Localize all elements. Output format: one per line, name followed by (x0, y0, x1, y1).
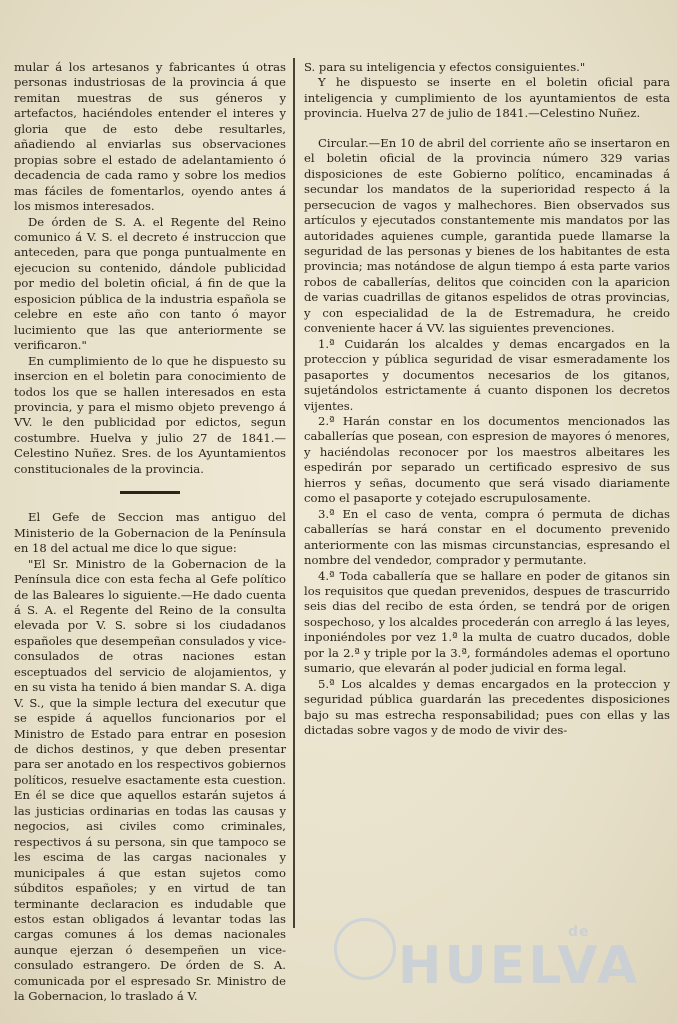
left-paragraph-1: mular á los artesanos y fabricantes ú otras personas industriosas de la provincia á que remitan muestras de sus géneros y artefactos, haciéndoles entender el interes y gloria que de esto debe resultarles, añadiendo al enviarlas sus observaciones propias sobre el estado de adelantamiento ó decadencia de cada ramo y sobre los medios mas fáciles de fomentarlos, oyendo antes á los mismos interesados. (14, 60, 286, 214)
right-paragraph-1: S. para su inteligencia y efectos consiguientes." (304, 60, 586, 74)
left-column (14, 60, 286, 1005)
watermark-name: HUELVA (398, 936, 641, 996)
section-separator (120, 491, 180, 494)
left-paragraph-3: En cumplimiento de lo que he dispuesto su insercion en el boletin para conocimiento de todos los que se hallen interesados en esta provincia, y para el mismo objeto prevengo á VV. le den publicidad por edictos, segun costumbre. Huelva y julio 27 de 1841.—Celestino Nuñez. Sres. de los Ayuntamientos constitucionales de la provincia. (14, 353, 286, 476)
article-3: 3.ª En el caso de venta, compra ó permuta de dichas caballerías se hará constar en el documento prevenido anteriormente con las mismas circunstancias, espresando el nombre del vendedor, comprador y permutante. (304, 506, 670, 568)
circular-paragraph: Circular.—En 10 de abril del corriente año se insertaron en el boletin oficial de la provincia número 329 varias disposiciones de este Gobierno político, encaminadas á secundar los mandatos de la superioridad respecto á la persecucion de vagos y malhechores. Bien observados sus artículos y ejecutados constantemente mis mandatos por las autoridades aquienes cumple, garantida puede llamarse la seguridad de las personas y bienes de los habitantes de esta provincia; mas notándose de algun tiempo á esta parte varios robos de caballerías, delitos que coinciden con la aparicion de varias cuadrillas de gitanos espelidos de otras provincias, y con especialidad de la de Estremadura, he creido conveniente hacer á VV. las siguientes prevenciones. (304, 135, 670, 336)
archive-seal-icon (334, 918, 396, 980)
left-paragraph-5: "El Sr. Ministro de la Gobernacion de la Península dice con esta fecha al Gefe político de las Baleares lo siguiente.—He dado cuenta á S. A. el Regente del Reino de la consulta elevada por V. S. sobre si los ciudadanos españoles que desempeñan consulados y vice-consulados de otras naciones estan esceptuados del servicio de alojamientos, y en su vista ha tenido á bien mandar S. A. diga V. S., que la simple lectura del executur que se espide á aquellos funcionarios por el Ministro de Estado para entrar en posesion de dichos destinos, y que deben presentar para ser anotado en los respectivos gobiernos políticos, resuelve esactamente esta cuestion. En él se dice que aquellos estarán sujetos á las justicias ordinarias en todas las causas y negocios, asi civiles como criminales, respectivos á su persona, sin que tampoco se les escima de las cargas nacionales y municipales á que estan sujetos como súbditos españoles; y en virtud de tan terminante declaracion es indudable que estos estan obligados á levantar todas las cargas comunes á los demas nacionales aunque ejerzan ó desempeñen un vice-consulado estrangero. De órden de S. A. comunicada por el espresado Sr. Ministro de la Gobernacion, lo traslado á V. (14, 556, 286, 1004)
article-5: 5.ª Los alcaldes y demas encargados en la proteccion y seguridad pública guardarán las precedentes disposiciones bajo su mas estrecha responsabilidad; pues con ellas y las dictadas sobre vagos y de modo de vivir des- (304, 676, 670, 738)
article-4: 4.ª Toda caballería que se hallare en poder de gitanos sin los requisitos que quedan prevenidos, despues de trascurrido seis dias del recibo de esta órden, se tendrá por de origen sospechoso, y los alcaldes procederán con arreglo á las leyes, inponiéndoles por vez 1.ª la multa de cuatro ducados, doble por la 2.ª y triple por la 3.ª, formándoles ademas el oportuno sumario, que elevarán al poder judicial en forma legal. (304, 568, 670, 676)
article-2: 2.ª Harán constar en los documentos mencionados las caballerías que posean, con espresion de mayores ó menores, y haciéndolas reconocer por los maestros albeitares les espedirán por separado un certificado espresivo de sus hierros y señas, documento que será visado diariamente como el pasaporte y cotejado escrupulosamente. (304, 413, 670, 506)
right-column (304, 60, 670, 738)
watermark-prefix: de (568, 924, 590, 940)
left-paragraph-2: De órden de S. A. el Regente del Reino comunico á V. S. el decreto é instruccion que anteceden, para que ponga puntualmente en ejecucion su contenido, dándole publicidad por medio del boletin oficial, á fin de que la esposicion pública de la industria española se celebre en este año con tanto ó mayor lucimiento que las que anteriormente se verificaron." (14, 214, 286, 353)
right-paragraph-2: Y he dispuesto se inserte en el boletin oficial para inteligencia y cumplimiento de los ayuntamientos de esta provincia. Huelva 27 de julio de 1841.—Celestino Nuñez. (304, 75, 670, 121)
column-divider (293, 58, 295, 928)
left-paragraph-4: El Gefe de Seccion mas antiguo del Ministerio de la Gobernacion de la Península en 18 del actual me dice lo que sigue: (14, 510, 286, 556)
article-1: 1.ª Cuidarán los alcaldes y demas encargados en la proteccion y pública seguridad de visar esmeradamente los pasaportes y documentos necesarios de los gitanos, sujetándolos estrictamente á cuanto disponen los decretos vijentes. (304, 336, 670, 413)
